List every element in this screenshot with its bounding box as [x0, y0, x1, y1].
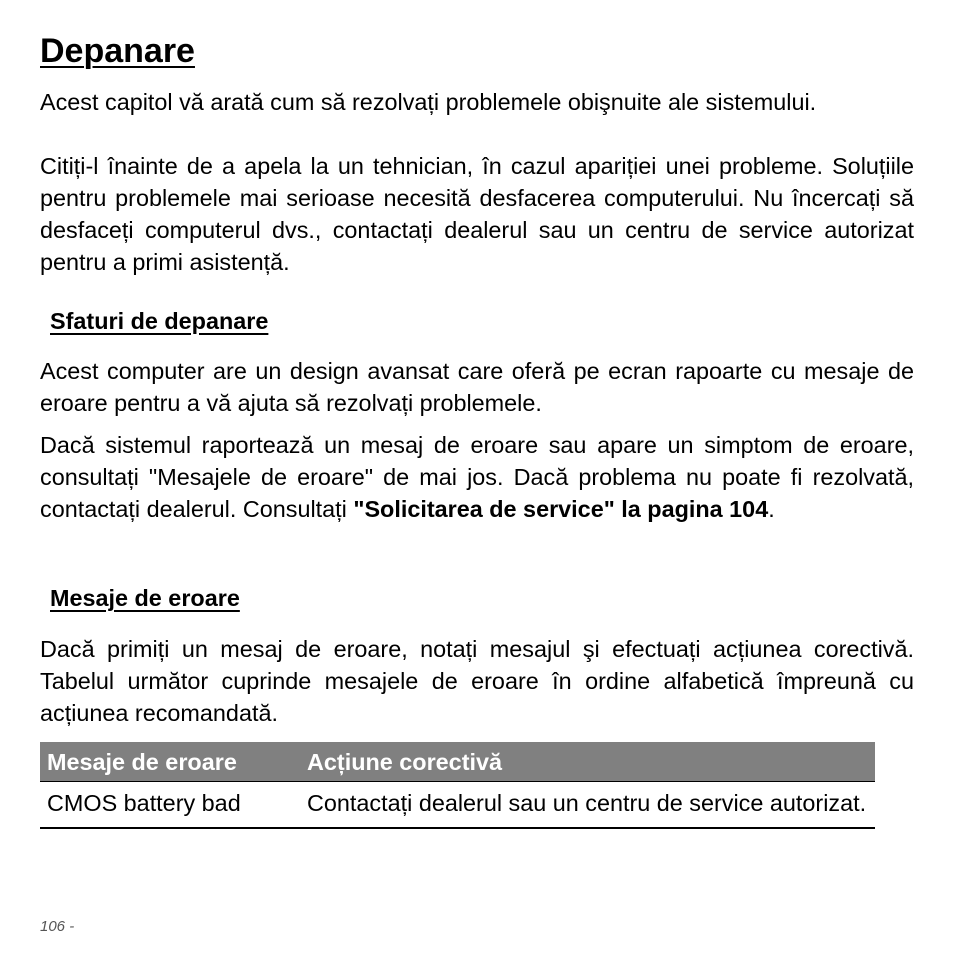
intro-paragraph-1: Acest capitol vă arată cum să rezolvați problemele obişnuite ale sistemului.	[40, 89, 817, 115]
section-heading-mesaje: Mesaje de eroare	[50, 585, 240, 611]
section1-paragraph-2	[40, 429, 914, 525]
table-cell-action: Contactați dealerul sau un centru de service autorizat.	[300, 782, 875, 829]
table-header-row	[40, 742, 875, 782]
intro-paragraph-2: Citiți-l înainte de a apela la un tehnician, în cazul apariției unei probleme. Soluțiile pentru problemele mai serioase necesită desfacerea computerului. Nu încercați să desfaceți computerul dvs., contactați dealerul sau un centru de service autorizat pentru a primi asistență.	[40, 153, 914, 275]
section1-paragraph-2-end: .	[768, 496, 775, 522]
section1-paragraph-2-text: Dacă sistemul raportează un mesaj de eroare sau apare un simptom de eroare, consultați "Mesajele de eroare" de mai jos. Dacă problema nu poate fi rezolvată, contactați dealerul. Consultați	[40, 432, 914, 522]
table-row	[40, 782, 875, 829]
error-messages-table	[40, 742, 875, 829]
page-number: 106 -	[40, 918, 75, 935]
service-request-reference: "Solicitarea de service" la pagina 104	[353, 496, 769, 522]
table-header-messages: Mesaje de eroare	[40, 742, 300, 782]
table-cell-message: CMOS battery bad	[40, 782, 300, 829]
page-title: Depanare	[40, 32, 195, 70]
section2-paragraph-1: Dacă primiți un mesaj de eroare, notați mesajul şi efectuați acțiunea corectivă. Tabelul următor cuprinde mesajele de eroare în ordine alfabetică împreună cu acțiunea recomandată.	[40, 636, 914, 726]
section1-paragraph-1: Acest computer are un design avansat care oferă pe ecran rapoarte cu mesaje de eroare pentru a vă ajuta să rezolvați problemele.	[40, 358, 914, 416]
section-heading-sfaturi: Sfaturi de depanare	[50, 308, 269, 334]
table-header-action: Acțiune corectivă	[300, 742, 875, 782]
